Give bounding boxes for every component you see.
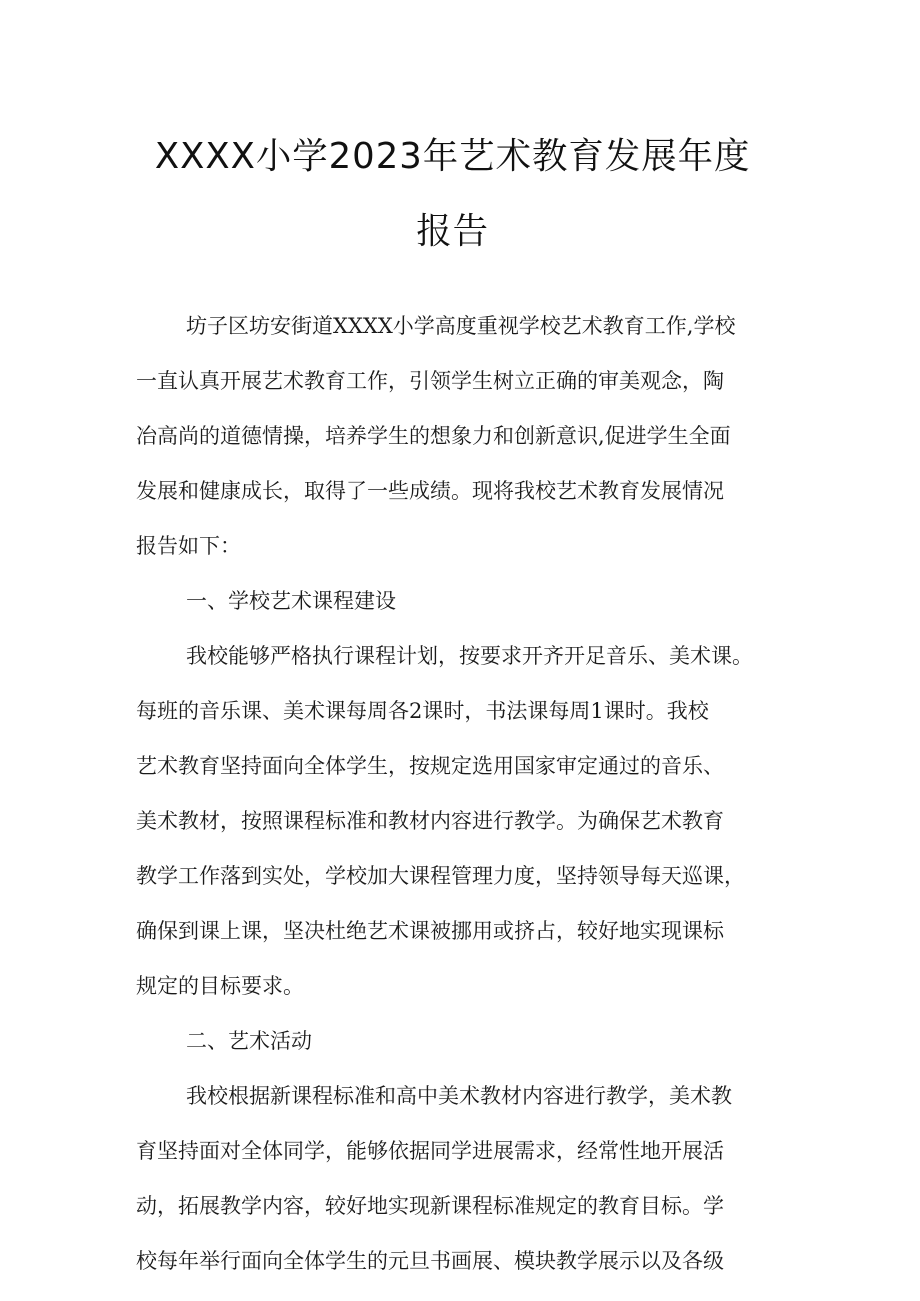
paragraph-intro-line: 一直认真开展艺术教育工作，引领学生树立正确的审美观念，陶 — [136, 369, 724, 393]
document-title-line-2: 报告 — [416, 211, 490, 252]
paragraph-intro-line: 发展和健康成长，取得了一些成绩。现将我校艺术教育发展情况 — [136, 479, 724, 503]
paragraph-curriculum-line: 每班的音乐课、美术课每周各2课时，书法课每周1课时。我校 — [136, 699, 709, 723]
paragraph-curriculum-line: 艺术教育坚持面向全体学生，按规定选用国家审定通过的音乐、 — [136, 754, 724, 778]
paragraph-curriculum-line: 美术教材，按照课程标准和教材内容进行教学。为确保艺术教育 — [136, 809, 724, 833]
paragraph-intro-line: 报告如下： — [136, 534, 241, 558]
paragraph-curriculum-line: 确保到课上课，坚决杜绝艺术课被挪用或挤占，较好地实现课标 — [136, 919, 724, 943]
paragraph-curriculum-line: 教学工作落到实处，学校加大课程管理力度，坚持领导每天巡课， — [136, 864, 745, 888]
paragraph-curriculum-line: 我校能够严格执行课程计划，按要求开齐开足音乐、美术课。 — [186, 644, 753, 668]
paragraph-intro-line: 坊子区坊安街道XXXX小学高度重视学校艺术教育工作,学校 — [186, 314, 736, 338]
paragraph-intro-line: 冶高尚的道德情操，培养学生的想象力和创新意识,促进学生全面 — [136, 424, 731, 448]
section-heading-1: 一、学校艺术课程建设 — [186, 589, 396, 613]
paragraph-activities-line: 育坚持面对全体同学，能够依据同学进展需求，经常性地开展活 — [136, 1139, 724, 1163]
paragraph-activities-line: 校每年举行面向全体学生的元旦书画展、模块教学展示以及各级 — [136, 1249, 724, 1273]
paragraph-curriculum-line: 规定的目标要求。 — [136, 974, 304, 998]
section-heading-2: 二、艺术活动 — [186, 1029, 312, 1053]
paragraph-activities-line: 我校根据新课程标准和高中美术教材内容进行教学，美术教 — [186, 1084, 732, 1108]
paragraph-activities-line: 动，拓展教学内容，较好地实现新课程标准规定的教育目标。学 — [136, 1194, 724, 1218]
document-title-line-1: XXXX小学2023年艺术教育发展年度 — [154, 136, 751, 177]
